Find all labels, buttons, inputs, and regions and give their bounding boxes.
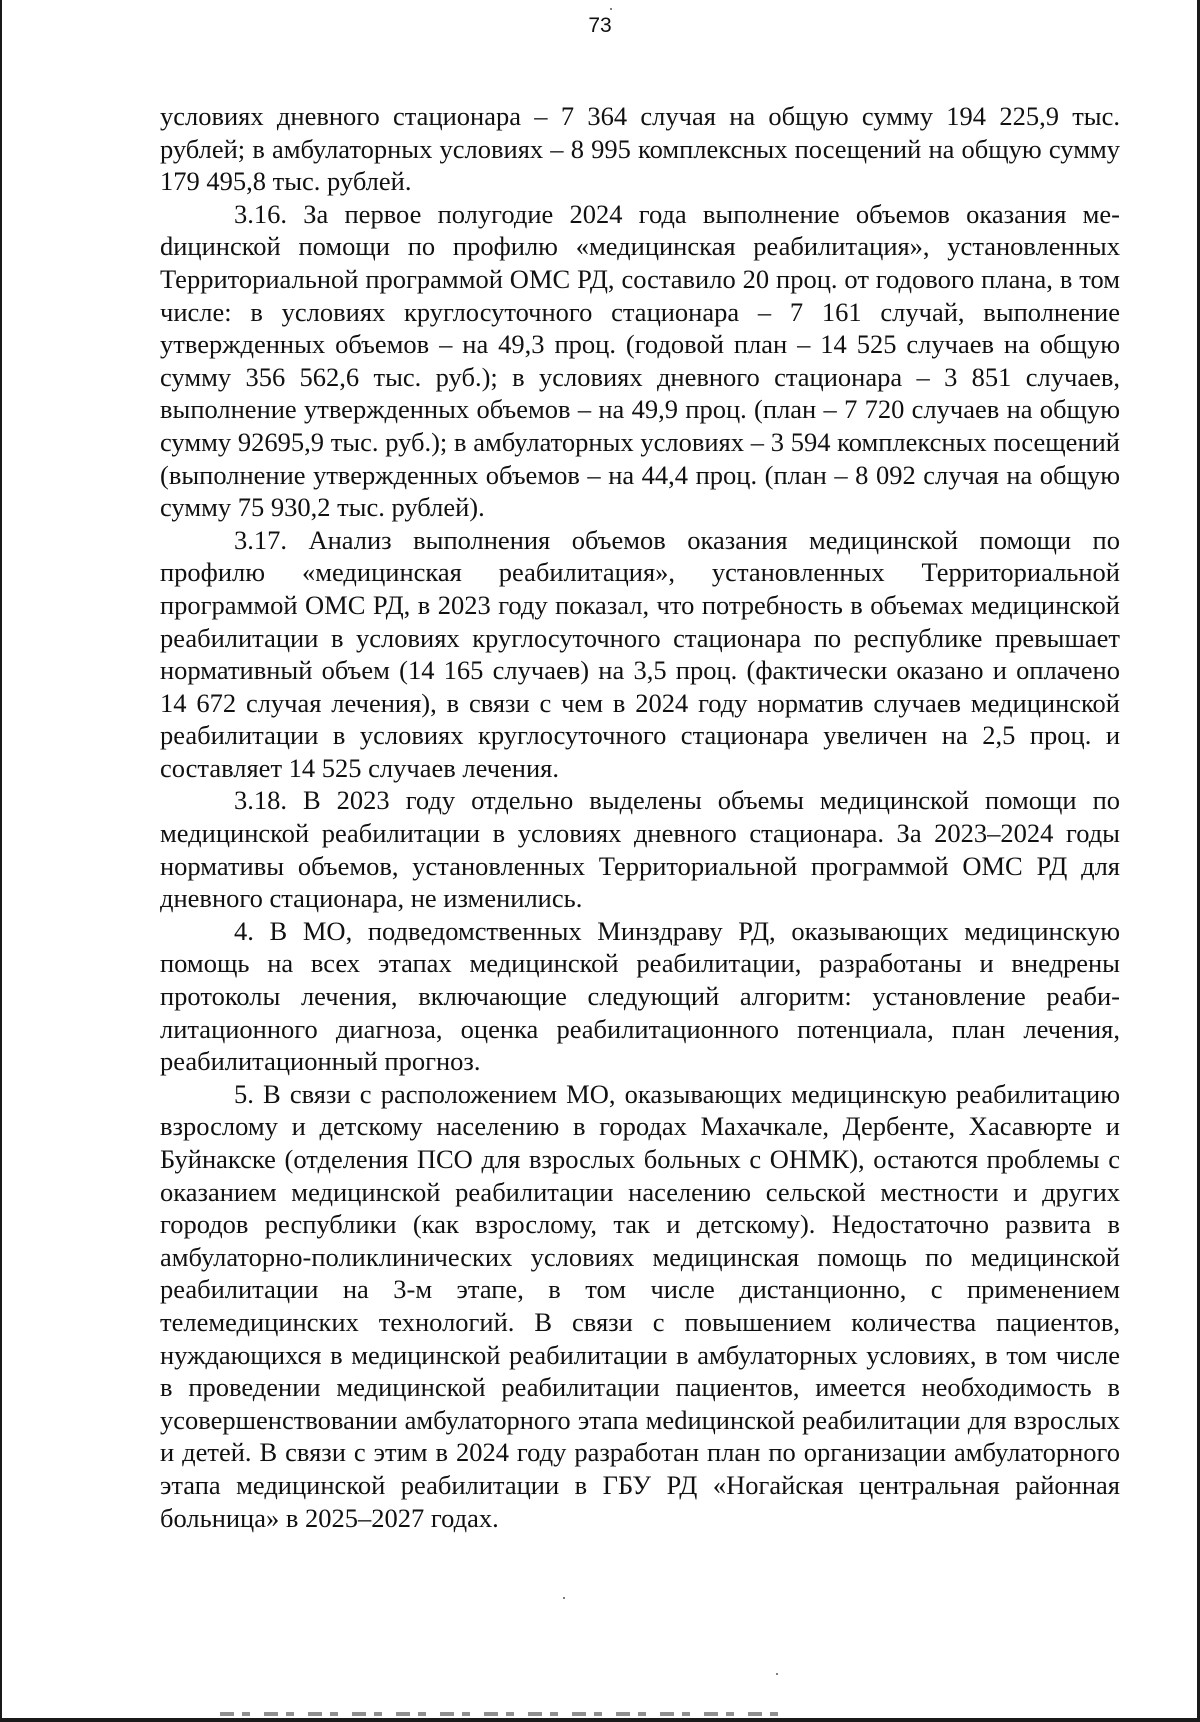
paragraph-5: 5. В связи с расположением МО, оказывающих медицинскую реабилитацию взрослому и детскому населению в городах Махачкале, Дербенте, Хасавюрте и Буйнакске (отделения ПСО для взрослых больных с ОНМК), остаются проблемы с оказанием медицинской реабилитации населению сельской местности и других городов республики (как взрослому, так и детскому). Недостаточно развита в амбулаторно-поликлинических условиях медицинская помощь по медицинской реабилитации на 3-м этапе, в том числе дистанционно, с применением телемедицинских технологий. В связи с повышением количества пациентов, нуждающихся в медицинской реабилитации в амбулаторных условиях, в том числе в проведении медицинской реабилитации пациентов, имеется необходимость в усовершенствовании амбулаторного этапа меdицинской реабилитации для взрослых и детей. В связи с этим в 2024 году разработан план по организации амбулаторного этапа медицинской реабилитации в ГБУ РД «Ногайская центральная районная больница» в 2025–2027 годах. (160, 1078, 1120, 1533)
scan-speck (776, 1673, 778, 1675)
document-body (160, 100, 1120, 1534)
paragraph-3-17: 3.17. Анализ выполнения объемов оказания медицинской помощи по профилю «медицинская реабилитация», установленных Территориальной программой ОМС РД, в 2023 году показал, что потребность в объемах медицинской реабилитации в условиях круглосуточного стационара по республике превышает нормативный объем (14 165 случаев) на 3,5 проц. (фактически оказано и оплачено 14 672 случая лечения), в связи с чем в 2024 году норматив случаев медицинской реабилитации в условиях круглосуточного стационара увеличен на 2,5 проц. и составляет 14 525 случаев лечения. (160, 524, 1120, 783)
scan-artifact-bottom (220, 1712, 780, 1716)
page-number: 73 (588, 14, 612, 37)
paragraph-4: 4. В МО, подведомственных Минздраву РД, оказывающих медицинскую помощь на всех этапах медицинской реабилитации, разработаны и внедрены протоколы лечения, включающие следующий алгоритм: установление реабилитационного диагноза, оценка реабилитационного потенциала, план лечения, реабилитационный прогноз. (160, 915, 1120, 1077)
scan-border-left (0, 0, 2, 1722)
paragraph-3-16: 3.16. За первое полугодие 2024 года выполнение объемов оказания меdицинской помощи по профилю «медицинская реабилитация», установленных Территориальной программой ОМС РД, составило 20 проц. от годового плана, в том числе: в условиях круглосуточного стационара – 7 161 случай, выполнение утвержденных объемов – на 49,3 проц. (годовой план – 14 525 случаев на общую сумму 356 562,6 тыс. руб.); в условиях дневного стационара – 3 851 случаев, выполнение утвержденных объемов – на 49,9 проц. (план – 7 720 случаев на общую сумму 92695,9 тыс. руб.); в амбулаторных условиях – 3 594 комплексных посещений (выполнение утвержденных объемов – на 44,4 проц. (план – 8 092 случая на общую сумму 75 930,2 тыс. рублей). (160, 198, 1120, 523)
paragraph-3-18: 3.18. В 2023 году отдельно выделены объемы медицинской помощи по медицинской реабилитации в условиях дневного стационара. За 2023–2024 годы нормативы объемов, установленных Территориальной программой ОМС РД для дневного стационара, не изменились. (160, 785, 1120, 914)
scan-speck (563, 1597, 565, 1599)
paragraph-continuation: условиях дневного стационара – 7 364 случая на общую сумму 194 225,9 тыс. рублей; в амбулаторных условиях – 8 995 комплексных посещений на общую сумму 179 495,8 тыс. рублей. (160, 101, 1120, 197)
scan-speck (610, 8, 612, 10)
scan-border-bottom (0, 1718, 1200, 1722)
